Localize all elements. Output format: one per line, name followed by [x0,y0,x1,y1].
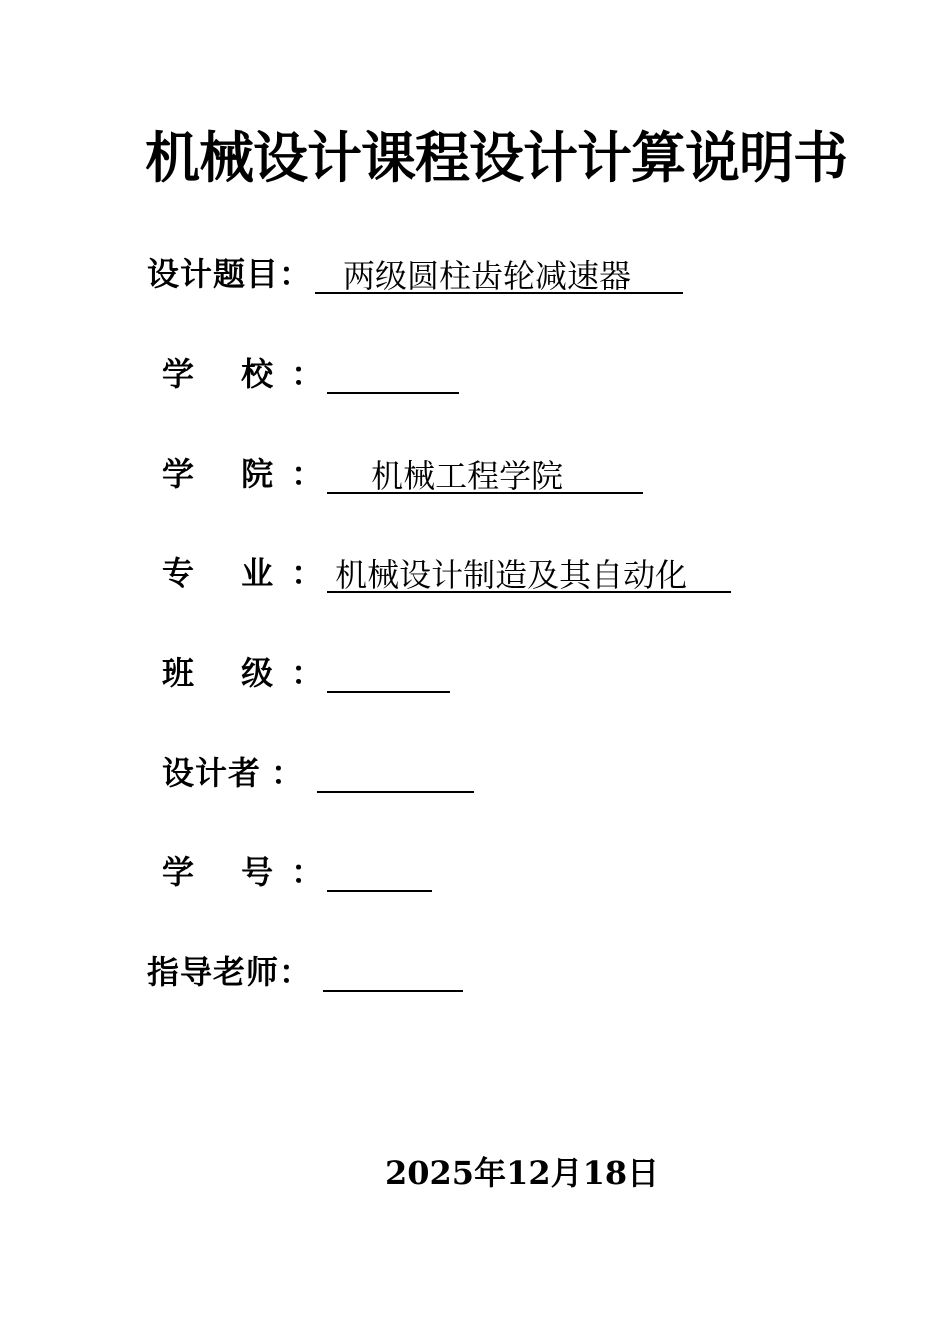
field-student-id-label: 学 号 [162,853,292,891]
field-major-colon: ： [291,554,324,592]
field-advisor-value [323,956,463,992]
field-topic-value: 两级圆柱齿轮减速器 [315,258,683,294]
field-major-value: 机械设计制造及其自动化 [327,557,731,593]
field-designer-value [317,757,474,793]
field-designer-label: 设计者 [162,754,262,792]
field-college-row [162,454,643,494]
field-major-row [162,553,731,593]
field-advisor-label: 指导老师 [147,953,280,991]
field-topic-label: 设计题目 [147,255,280,293]
field-class-value [327,657,450,693]
field-topic-colon: ： [279,255,312,293]
field-advisor-row [147,952,463,992]
field-designer-row [162,753,474,793]
field-school-label: 学 校 [162,355,292,393]
field-major-label: 专 业 [162,554,292,592]
field-student-id-colon: ： [291,853,324,891]
field-school-value [327,358,459,394]
field-student-id-row [162,852,432,892]
field-class-label: 班 级 [162,654,292,692]
field-student-id-value [327,856,432,892]
field-college-value: 机械工程学院 [327,458,643,494]
field-class-colon: ： [291,654,324,692]
field-college-colon: ： [291,455,324,493]
field-designer-colon: ： [271,754,304,792]
field-school-colon: ： [291,355,324,393]
field-class-row [162,653,450,693]
document-date: 2025年12月18日 [385,1154,660,1192]
field-school-row [162,354,459,394]
field-advisor-colon: ： [279,953,312,991]
page-title: 机械设计课程设计计算说明书 [145,126,848,190]
field-topic-row [147,254,683,294]
field-college-label: 学 院 [162,455,292,493]
